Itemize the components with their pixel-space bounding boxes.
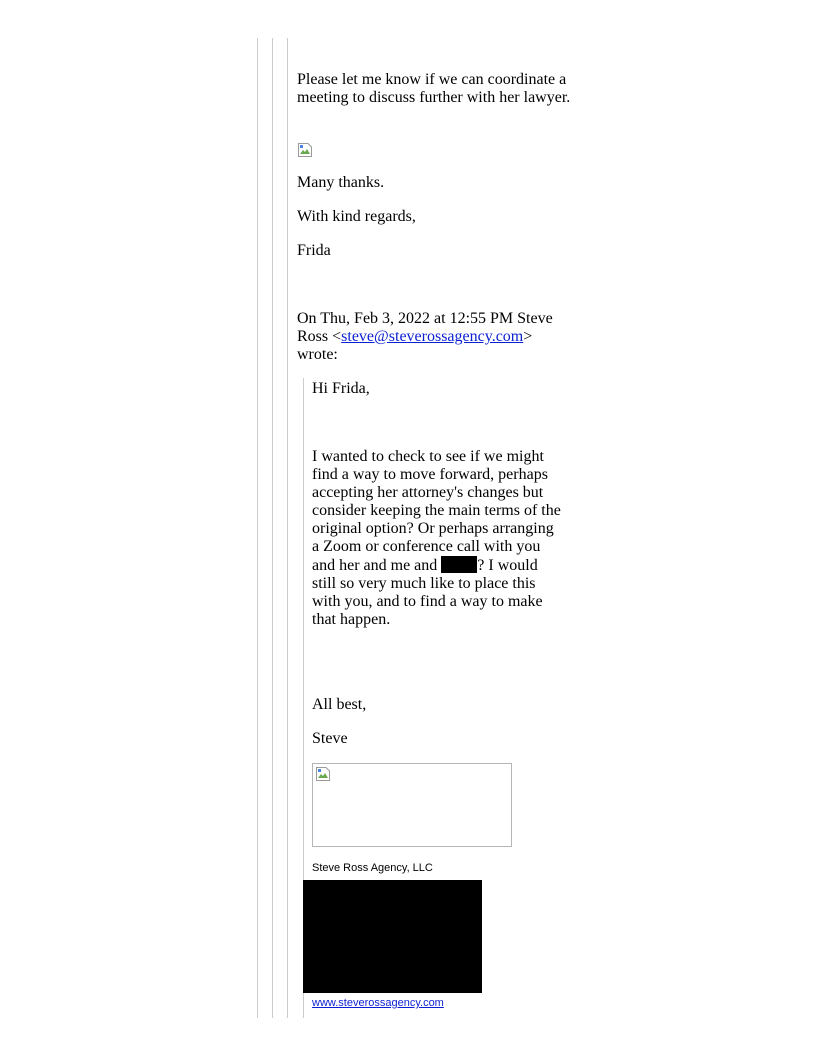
quoted-signer: Steve — [312, 730, 348, 747]
sender-email-link[interactable]: steve@steverossagency.com — [341, 328, 524, 345]
attribution-prefix: On Thu, Feb 3, 2022 at 12:55 PM Steve Ross < — [297, 310, 553, 345]
attribution-suffix: > wrote: — [297, 328, 533, 363]
quoted-closing: All best, — [312, 696, 367, 713]
quoted-body-part1: I wanted to check to see if we might find a way to move forward, perhaps accepting her attorney's changes but consider keeping the main terms of the original option? Or perhaps arranging a Zoom or conference call with you and her and me and — [312, 448, 561, 574]
company-name: Steve Ross Agency, LLC — [312, 862, 433, 874]
quote-attribution — [297, 310, 572, 364]
broken-image-icon — [315, 766, 331, 782]
quote-border-middle — [272, 38, 273, 1018]
quote-border-outer — [257, 38, 258, 1018]
redaction-block — [303, 880, 482, 993]
quoted-body — [312, 448, 564, 629]
redaction-inline — [441, 556, 477, 573]
reply-regards: With kind regards, — [297, 208, 416, 225]
website-link[interactable]: www.steverossagency.com — [312, 997, 444, 1009]
reply-paragraph: Please let me know if we can coordinate a meeting to discuss further with her lawyer. — [297, 71, 571, 106]
broken-image-icon — [297, 142, 313, 158]
reply-thanks: Many thanks. — [297, 174, 385, 191]
reply-sender-name: Frida — [297, 242, 331, 259]
signature-image-box — [312, 763, 512, 847]
quoted-body-part2: ? I would still so very much like to place this with you, and to find a way to make that happen. — [312, 557, 543, 628]
quote-border-inner — [287, 38, 288, 1018]
quoted-greeting: Hi Frida, — [312, 380, 370, 397]
